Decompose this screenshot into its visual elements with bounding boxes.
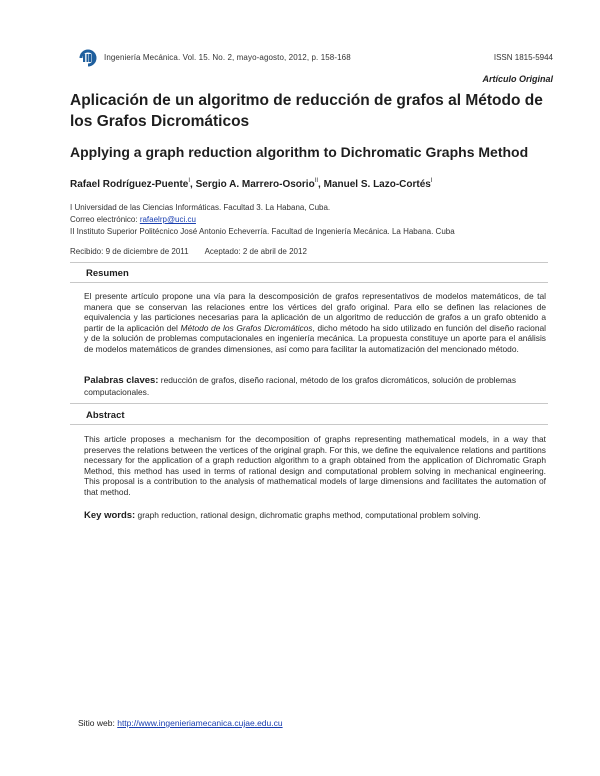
journal-logo — [78, 48, 98, 68]
issn: ISSN 1815-5944 — [493, 53, 553, 62]
section-divider — [70, 403, 548, 404]
website-link[interactable]: http://www.ingenieriamecanica.cujae.edu.cu — [117, 718, 283, 728]
author-affiliation-mark: I — [430, 178, 433, 184]
section-divider — [70, 262, 548, 263]
abstract-text: This article proposes a mechanism for the decomposition of graphs representing mathematical models, in a way that preserves the relations between the vertices of the original graph. For this, we define the equivalence relations and partitions necessary for the application of a graph reduction algorithm to a graph obtained from the application of Dichromatic Graph Method, this method has used in terms of rational design and computational problem solving in mechanical engineering. This proposal is a contribution to the analysis of mathematical models of large dimensions and facilitates the automation of that method. — [84, 434, 546, 497]
abstract-heading: Abstract — [86, 410, 125, 421]
dates-line — [70, 247, 307, 256]
key-words-label: Key words: — [84, 510, 136, 521]
received-date: Recibido: 9 de diciembre de 2011 — [70, 247, 189, 256]
author-name: Rafael Rodríguez-Puente — [70, 179, 189, 190]
author-name: Manuel S. Lazo-Cortés — [323, 179, 431, 190]
key-words: Key words: graph reduction, rational design, dichromatic graphs method, computational problem solving. — [84, 510, 481, 521]
affiliation-1: I Universidad de las Ciencias Informáticas. Facultad 3. La Habana, Cuba. — [70, 203, 331, 212]
title-spanish: Aplicación de un algoritmo de reducción de grafos al Método de los Grafos Dicromáticos — [70, 92, 543, 130]
title-english: Applying a graph reduction algorithm to Dichromatic Graphs Method — [70, 144, 529, 160]
author-list: Rafael Rodríguez-Puente$^I$, Sergio A. Marrero-Osorio$^{II}$, Manuel S. Lazo-Cortés$^I$ — [70, 178, 433, 190]
palabras-clave-label: Palabras claves: — [84, 375, 159, 386]
website-footer: Sitio web: http://www.ingenieriamecanica.cujae.edu.cu — [78, 718, 283, 728]
palabras-clave: Palabras claves: reducción de grafos, diseño racional, método de los grafos dicromáticos, solución de problemas computacionales. — [84, 375, 517, 397]
article-type: Artículo Original — [482, 74, 553, 84]
author-affiliation-mark: I — [188, 178, 191, 184]
section-divider — [70, 282, 548, 283]
affiliation-2: II Instituto Superior Politécnico José Antonio Echeverría. Facultad de Ingeniería Mecánica. La Habana. Cuba — [70, 227, 455, 236]
author-name: Sergio A. Marrero-Osorio — [195, 179, 315, 190]
author-affiliation-mark: II — [314, 178, 319, 184]
accepted-date: Aceptado: 2 de abril de 2012 — [204, 247, 307, 256]
email-link[interactable]: rafaelrp@uci.cu — [139, 215, 196, 224]
resumen-text: El presente artículo propone una vía para la descomposición de grafos representativos de modelos matemáticos, de tal manera que se conservan las relaciones entre los vértices del grafo original. Para ello se definen las relaciones de equivalencia y las particiones necesarias para la aplicación de un algoritmo de reducción de grafos a un grafo obtenido a partir de la aplicación del Método de los Grafos Dicromáticos, dicho método ha sido utilizado en función del diseño racional y de la solución de problemas computacionales en ingeniería mecánica. La propuesta constituye un aporte para el análisis de modelos matemáticos de grandes dimensiones, así como para facilitar la automatización del mencionado método. — [84, 291, 546, 354]
email-line: Correo electrónico: rafaelrp@uci.cu — [70, 215, 196, 224]
journal-citation: Ingeniería Mecánica. Vol. 15. No. 2, mayo-agosto, 2012, p. 158-168 — [104, 53, 351, 62]
section-divider — [70, 424, 548, 425]
resumen-heading: Resumen — [86, 268, 129, 279]
